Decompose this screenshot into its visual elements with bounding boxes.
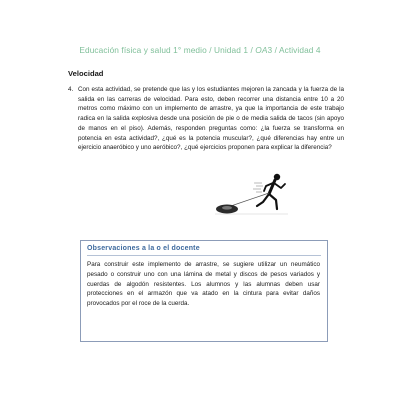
header-suffix: / Actividad 4	[272, 45, 321, 55]
runner-leg-back	[257, 194, 269, 206]
tow-rope	[228, 193, 269, 207]
runner-illustration	[214, 172, 292, 220]
teacher-observations-box	[80, 240, 328, 342]
runner-leg-front	[269, 194, 277, 209]
section-title: Velocidad	[68, 69, 104, 78]
observations-title: Observaciones a la o el docente	[87, 245, 200, 252]
runner-torso	[269, 180, 275, 194]
activity-number: 4.	[68, 86, 74, 93]
header-oa: OA	[255, 45, 268, 55]
page-header	[0, 45, 400, 55]
header-prefix: Educación física y salud 1° medio / Unidad 1 /	[79, 45, 256, 55]
tire-center	[222, 206, 232, 210]
header-oa-number: 3	[267, 45, 273, 55]
runner-arm-front	[274, 183, 285, 188]
runner-pulling-tire-icon	[214, 172, 292, 220]
observations-divider	[87, 255, 321, 256]
activity-text: Con esta actividad, se pretende que las y los estudiantes mejoren la zancada y la fuerza de la salida en las carreras de velocidad. Para esto, deben recorrer una distancia entre 10 a 20 metros como máximo con un implemento de arrastre, ya que la importancia de este trabajo radica en la salida explosiva desde una posición de pie o de media salida de tacos (sin apoyo de manos en el piso). Además, responden preguntas como: ¿la fuerza se transforma en potencia en esta actividad?, ¿qué es la potencia muscular?, ¿qué diferencias hay entre un ejercicio anaeróbico y uno aeróbico?, ¿qué ejercicios proponen para explicar la diferencia?	[78, 86, 344, 152]
observations-text: Para construir este implemento de arrastre, se sugiere utilizar un neumático pesado o construir uno con una lámina de metal y discos de pesos variados y cuerdas de algodón resistentes. Los alumnos y las alumnas deben usar protecciones en el armazón que va atado en la cintura para evitar daños provocados por el roce de la cuerda.	[87, 261, 320, 308]
activity-item	[68, 85, 344, 153]
